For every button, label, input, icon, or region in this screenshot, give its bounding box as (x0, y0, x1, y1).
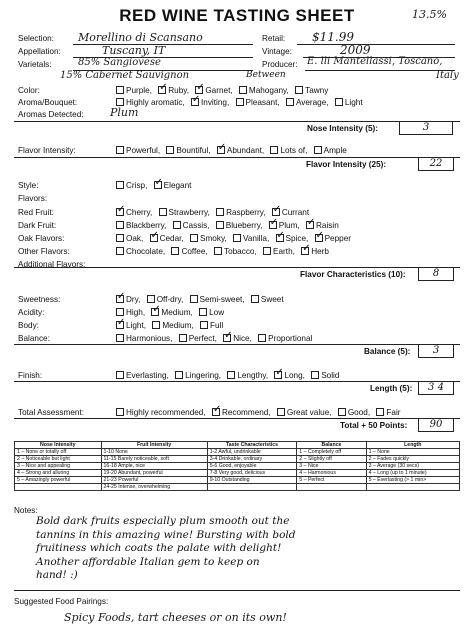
finish-long-label: Long (284, 371, 303, 380)
balance-nice-label: Nice (233, 334, 250, 343)
total-highly-recommended-checkbox[interactable] (116, 408, 124, 416)
table-header-row (15, 442, 460, 449)
body-full-label: Full (210, 321, 224, 330)
flavor-intensity-options: Powerful, Bountiful, ✓ Abundant, Lots of, Ample (112, 146, 347, 155)
table-cell: 24-25 Intense, overwhelming (101, 484, 207, 491)
total-great-value-checkbox[interactable] (277, 408, 285, 416)
notes-text[interactable] (36, 515, 460, 583)
total-highly-recommended-label: Highly recommended (126, 408, 204, 417)
food-pairings-label: Suggested Food Pairings: (14, 597, 109, 606)
divider (14, 267, 460, 268)
table-cell (207, 484, 297, 491)
table-row (15, 463, 460, 470)
aroma-light-label: Light (344, 98, 363, 107)
balance-harmonious-label: Harmonious (126, 334, 171, 343)
finish-label: Finish: (18, 371, 43, 380)
balance-label: Balance: (18, 334, 50, 343)
notes-line: tannins in this amazing wine! Bursting with bold (36, 528, 296, 541)
abv-note: 13.5% (412, 8, 447, 21)
divider (14, 121, 460, 122)
notes-label: Notes: (14, 506, 38, 515)
checkmark-icon: ✓ (159, 82, 168, 93)
acidity-options: High, ✓ Medium, Low (112, 308, 224, 317)
table-cell: 2 – Slightly off (297, 456, 366, 463)
retail-value[interactable]: $11.99 (312, 30, 354, 44)
checkmark-icon: ✓ (191, 94, 201, 105)
table-row (15, 456, 460, 463)
flavor-powerful-label: Powerful (126, 146, 158, 155)
checkmark-icon: ✓ (269, 217, 279, 228)
table-cell: 5-6 Good, enjoyable (207, 463, 297, 470)
aroma-options: Highly aromatic, ✓ Inviting, Pleasant, Average, Light (112, 98, 363, 107)
finish-everlasting-label: Everlasting (126, 371, 167, 380)
table-header: Fruit Intensity (101, 442, 207, 449)
appellation-value[interactable]: Tuscany, IT (102, 44, 166, 57)
checkmark-icon: ✓ (224, 330, 233, 341)
finish-lingering-label: Lingering (185, 371, 219, 380)
total-great-value-label: Great value (286, 408, 330, 417)
red-raspberry-checkbox[interactable] (216, 208, 224, 216)
balance-proportional-checkbox[interactable] (258, 334, 266, 342)
total-assessment-label: Total Assessment: (18, 408, 84, 417)
varietals-label: Varietals: (18, 60, 52, 69)
varietals-value-2[interactable]: 15% Cabernet Sauvignon (60, 70, 190, 81)
flavor-ample-checkbox[interactable] (314, 146, 322, 154)
dark-blackberry-label: Blackberry (126, 221, 165, 230)
divider (14, 157, 460, 158)
aroma-highly-aromatic-checkbox[interactable] (116, 98, 124, 106)
aroma-inviting-label: Inviting (200, 98, 227, 107)
style-crisp-checkbox[interactable] (116, 181, 124, 189)
checkmark-icon: ✓ (152, 304, 161, 315)
red-fruit-options: ✓ Cherry, Strawberry, Raspberry, ✓ Currant (117, 204, 310, 217)
retail-line (297, 44, 455, 45)
total-fair-checkbox[interactable] (376, 408, 384, 416)
finish-solid-label: Solid (321, 371, 340, 380)
additional-flavors-label: Additional Flavors: (18, 260, 86, 269)
flavor-intensity-score-label: Flavor Intensity (25): (306, 160, 387, 169)
flavor-intensity-score[interactable]: 22 (418, 157, 454, 171)
checkmark-icon: ✓ (117, 204, 126, 215)
sweetness-dry-label: Dry (126, 295, 139, 304)
body-label: Body: (18, 321, 39, 330)
aromas-detected-value[interactable]: Plum (110, 106, 139, 119)
dark-raisin-label: Raisin (316, 221, 339, 230)
table-cell: 9-10 Outstanding (207, 477, 297, 484)
dark-cassis-checkbox[interactable] (173, 221, 181, 229)
acidity-label: Acidity: (18, 308, 45, 317)
finish-lengthy-checkbox[interactable] (227, 371, 235, 379)
total-assessment-options: Highly recommended, ✓ Recommend, Great value, Good, Fair (112, 408, 401, 417)
aroma-average-checkbox[interactable] (286, 98, 294, 106)
style-elegant-label: Elegant (163, 181, 192, 190)
table-cell: 11-15 Barely noticeable, soft (101, 456, 207, 463)
acidity-low-checkbox[interactable] (199, 308, 207, 316)
scoring-reference-table (14, 441, 460, 491)
divider (14, 590, 460, 591)
red-cherry-label: Cherry (126, 208, 150, 217)
table-cell: 3 – Nice (297, 463, 366, 470)
other-chocolate-label: Chocolate (126, 247, 163, 256)
aromas-detected-label: Aromas Detected: (18, 110, 84, 119)
finish-options: Everlasting, Lingering, Lengthy, ✓ Long, Solid (112, 371, 339, 380)
flavor-ample-label: Ample (323, 146, 347, 155)
nose-intensity-score[interactable]: 3 (399, 121, 453, 135)
acidity-low-label: Low (209, 308, 225, 317)
total-fair-label: Fair (386, 408, 401, 417)
table-cell: 1 – None or totally off (15, 449, 102, 456)
color-label: Color: (18, 86, 40, 95)
style-label: Style: (18, 181, 39, 190)
table-cell: 5 – Amazingly powerful (15, 477, 102, 484)
divider (14, 344, 460, 345)
red-fruit-label: Red Fruit: (18, 208, 54, 217)
aroma-pleasant-checkbox[interactable] (236, 98, 244, 106)
body-medium-label: Medium (162, 321, 192, 330)
other-tobacco-checkbox[interactable] (214, 247, 222, 255)
color-garnet-label: Garnet (205, 86, 231, 95)
table-header: Length (366, 442, 459, 449)
balance-proportional-label: Proportional (268, 334, 313, 343)
oak-vanilla-label: Vanilla (243, 234, 267, 243)
table-cell: 1-10 None (101, 449, 207, 456)
producer-value-2[interactable]: Italy (436, 70, 459, 81)
divider (14, 418, 460, 419)
table-row (15, 477, 460, 484)
checkmark-icon: ✓ (212, 404, 222, 415)
other-tobacco-label: Tobacco (223, 247, 255, 256)
sweetness-sweet-checkbox[interactable] (251, 295, 259, 303)
checkmark-icon: ✓ (117, 317, 126, 328)
other-earth-label: Earth (273, 247, 293, 256)
oak-oak-label: Oak (126, 234, 142, 243)
color-tawny-checkbox[interactable] (295, 86, 303, 94)
color-mahogany-label: Mahogany (248, 86, 287, 95)
other-flavors-label: Other Flavors: (18, 247, 70, 256)
color-ruby-label: Ruby (168, 86, 187, 95)
other-flavors-options: Chocolate, Coffee, Tobacco, Earth, ✓ Herb (112, 247, 329, 256)
acidity-high-label: High (126, 308, 143, 317)
flavor-abundant-label: Abundant (226, 146, 262, 155)
checkmark-icon: ✓ (196, 82, 205, 93)
acidity-high-checkbox[interactable] (116, 308, 124, 316)
total-points-label: Total + 50 Points: (340, 421, 408, 430)
flavor-bountiful-label: Bountiful (176, 146, 209, 155)
producer-line (305, 70, 455, 71)
sweetness-off-dry-checkbox[interactable] (147, 295, 155, 303)
flavors-label: Flavors: (18, 194, 48, 203)
aroma-light-checkbox[interactable] (335, 98, 343, 106)
body-light-label: Light (126, 321, 144, 330)
style-options: Crisp, ✓ Elegant (112, 181, 191, 190)
checkmark-icon: ✓ (117, 291, 126, 302)
oak-oak-checkbox[interactable] (116, 234, 124, 242)
oak-smoky-label: Smoky (200, 234, 225, 243)
oak-vanilla-checkbox[interactable] (233, 234, 241, 242)
length-score-label: Length (5): (370, 384, 413, 393)
finish-lengthy-label: Lengthy (237, 371, 266, 380)
red-strawberry-checkbox[interactable] (159, 208, 167, 216)
balance-score[interactable]: 3 (418, 344, 454, 358)
flavor-characteristics-score[interactable]: 8 (418, 267, 454, 281)
other-chocolate-checkbox[interactable] (116, 247, 124, 255)
table-cell: 3 – Nice and appealing (15, 463, 102, 470)
table-cell: 4 – Harmonious (297, 470, 366, 477)
divider (14, 381, 460, 382)
other-earth-checkbox[interactable] (263, 247, 271, 255)
balance-score-label: Balance (5): (364, 347, 411, 356)
table-cell: 5 – Everlasting (> 1 min> (366, 477, 459, 484)
balance-perfect-label: Perfect (188, 334, 215, 343)
table-cell: 21-23 Powerful (101, 477, 207, 484)
other-coffee-checkbox[interactable] (171, 247, 179, 255)
total-points-score[interactable]: 90 (418, 418, 454, 432)
flavor-characteristics-label: Flavor Characteristics (10): (300, 270, 406, 279)
table-cell (366, 484, 459, 491)
table-cell: 3-4 Drinkable, ordinary (207, 456, 297, 463)
food-pairings-value[interactable]: Spicy Foods, tart cheeses or on its own! (64, 611, 287, 624)
notes-line: fruitiness which coats the palate with delight! (36, 542, 282, 554)
finish-everlasting-checkbox[interactable] (116, 371, 124, 379)
checkmark-icon: ✓ (150, 230, 159, 241)
balance-harmonious-checkbox[interactable] (116, 334, 124, 342)
table-cell: 4 – Strong and alluring (15, 470, 102, 477)
table-cell: 19-20 Abundant, powerful (101, 470, 207, 477)
checkmark-icon: ✓ (276, 230, 285, 241)
oak-cedar-label: Cedar (159, 234, 182, 243)
oak-smoky-checkbox[interactable] (190, 234, 198, 242)
checkmark-icon: ✓ (154, 177, 164, 188)
producer-label: Producer: (262, 60, 298, 69)
checkmark-icon: ✓ (275, 367, 284, 378)
body-options: ✓ Light, Medium, Full (117, 317, 224, 330)
dark-blackberry-checkbox[interactable] (116, 221, 124, 229)
sweetness-semi-sweet-label: Semi-sweet (199, 295, 243, 304)
table-cell: 16-18 Ample, nice (101, 463, 207, 470)
color-mahogany-checkbox[interactable] (239, 86, 247, 94)
selection-value[interactable]: Morellino di Scansano (78, 31, 203, 44)
producer-value-1[interactable]: E. lli Mantellassi, Toscano, (307, 56, 443, 67)
aroma-average-label: Average (295, 98, 327, 107)
body-full-checkbox[interactable] (200, 321, 208, 329)
table-header: Balance (297, 442, 366, 449)
notes-line: Bold dark fruits especially plum smooth out the (36, 515, 290, 527)
total-good-label: Good (347, 408, 368, 417)
vintage-value[interactable]: 2009 (340, 43, 371, 57)
table-header: Taste Characteristics (207, 442, 297, 449)
table-cell (15, 484, 102, 491)
table-header: Nose Intensity (15, 442, 102, 449)
checkmark-icon: ✓ (302, 243, 311, 254)
color-annotation: Between (246, 70, 286, 80)
other-herb-label: Herb (311, 247, 329, 256)
red-currant-label: Currant (281, 208, 310, 217)
table-cell: 2 – Noticeable but light (15, 456, 102, 463)
oak-spice-label: Spice (285, 234, 307, 243)
checkmark-icon: ✓ (272, 204, 282, 215)
oak-flavors-label: Oak Flavors: (18, 234, 65, 243)
sheet-title: RED WINE TASTING SHEET (119, 6, 355, 25)
oak-pepper-label: Pepper (324, 234, 351, 243)
aroma-label: Aroma/Bouquet: (18, 98, 78, 107)
aroma-pleasant-label: Pleasant (245, 98, 278, 107)
table-cell (297, 484, 366, 491)
selection-label: Selection: (18, 34, 54, 43)
color-purple-checkbox[interactable] (116, 86, 124, 94)
checkmark-icon: ✓ (217, 142, 227, 153)
table-cell: 5 – Perfect (297, 477, 366, 484)
style-crisp-label: Crisp (126, 181, 146, 190)
body-medium-checkbox[interactable] (152, 321, 160, 329)
flavor-bountiful-checkbox[interactable] (166, 146, 174, 154)
aroma-highly-aromatic-label: Highly aromatic (126, 98, 183, 107)
table-row (15, 449, 460, 456)
acidity-medium-label: Medium (161, 308, 191, 317)
table-cell: 1 – Completely off (297, 449, 366, 456)
dark-blueberry-label: Blueberry (225, 221, 261, 230)
color-purple-label: Purple (126, 86, 150, 95)
balance-options: Harmonious, Perfect, ✓ Nice, Proportional (112, 334, 312, 343)
color-tawny-label: Tawny (305, 86, 329, 95)
flavor-powerful-checkbox[interactable] (116, 146, 124, 154)
retail-label: Retail: (262, 34, 286, 43)
nose-intensity-label: Nose Intensity (5): (307, 124, 378, 133)
table-cell: 3 – Average (30 secs) (366, 463, 459, 470)
other-coffee-label: Coffee (181, 247, 206, 256)
sweetness-options: ✓ Dry, Off-dry, Semi-sweet, Sweet (117, 291, 284, 304)
checkmark-icon: ✓ (315, 230, 324, 241)
table-row (15, 470, 460, 477)
sweetness-sweet-label: Sweet (260, 295, 284, 304)
checkmark-icon: ✓ (307, 217, 316, 228)
balance-perfect-checkbox[interactable] (179, 334, 187, 342)
flavor-intensity-label: Flavor Intensity: (18, 146, 76, 155)
dark-fruit-options: Blackberry, Cassis, Blueberry, ✓ Plum, ✓ Raisin (112, 221, 339, 230)
finish-lingering-checkbox[interactable] (175, 371, 183, 379)
table-row (15, 484, 460, 491)
finish-solid-checkbox[interactable] (311, 371, 319, 379)
color-options: Purple, ✓ Ruby, ✓ Garnet, Mahogany, Tawny (112, 86, 328, 95)
dark-fruit-label: Dark Fruit: (18, 221, 57, 230)
table-cell: 1-2 Awful, undrinkable (207, 449, 297, 456)
table-cell: 7-8 Very good, delicious (207, 470, 297, 477)
flavor-lots-of-label: Lots of (280, 146, 306, 155)
dark-cassis-label: Cassis (182, 221, 208, 230)
sweetness-semi-sweet-checkbox[interactable] (190, 295, 198, 303)
dark-plum-label: Plum (278, 221, 298, 230)
table-cell: 2 – Fades quickly (366, 456, 459, 463)
notes-line: Another affordable Italian gem to keep on (36, 555, 260, 568)
sweetness-off-dry-label: Off-dry (156, 295, 181, 304)
sweetness-label: Sweetness: (18, 295, 61, 304)
notes-line: hand! :) (36, 569, 78, 581)
table-cell: 4 – Long (up to 1 minute) (366, 470, 459, 477)
vintage-label: Vintage: (262, 47, 292, 56)
total-good-checkbox[interactable] (338, 408, 346, 416)
red-raspberry-label: Raspberry (226, 208, 264, 217)
table-cell: 1 – None (366, 449, 459, 456)
length-score[interactable]: 3 4 (418, 381, 454, 395)
flavor-lots-of-checkbox[interactable] (270, 146, 278, 154)
red-strawberry-label: Strawberry (168, 208, 208, 217)
total-recommend-label: Recommend (221, 408, 269, 417)
varietals-value-1[interactable]: 85% Sangiovese (78, 57, 161, 68)
oak-flavors-options: Oak, ✓ Cedar, Smoky, Vanilla, ✓ Spice, ✓ Pepper (112, 234, 351, 243)
appellation-label: Appellation: (18, 47, 61, 56)
dark-blueberry-checkbox[interactable] (216, 221, 224, 229)
